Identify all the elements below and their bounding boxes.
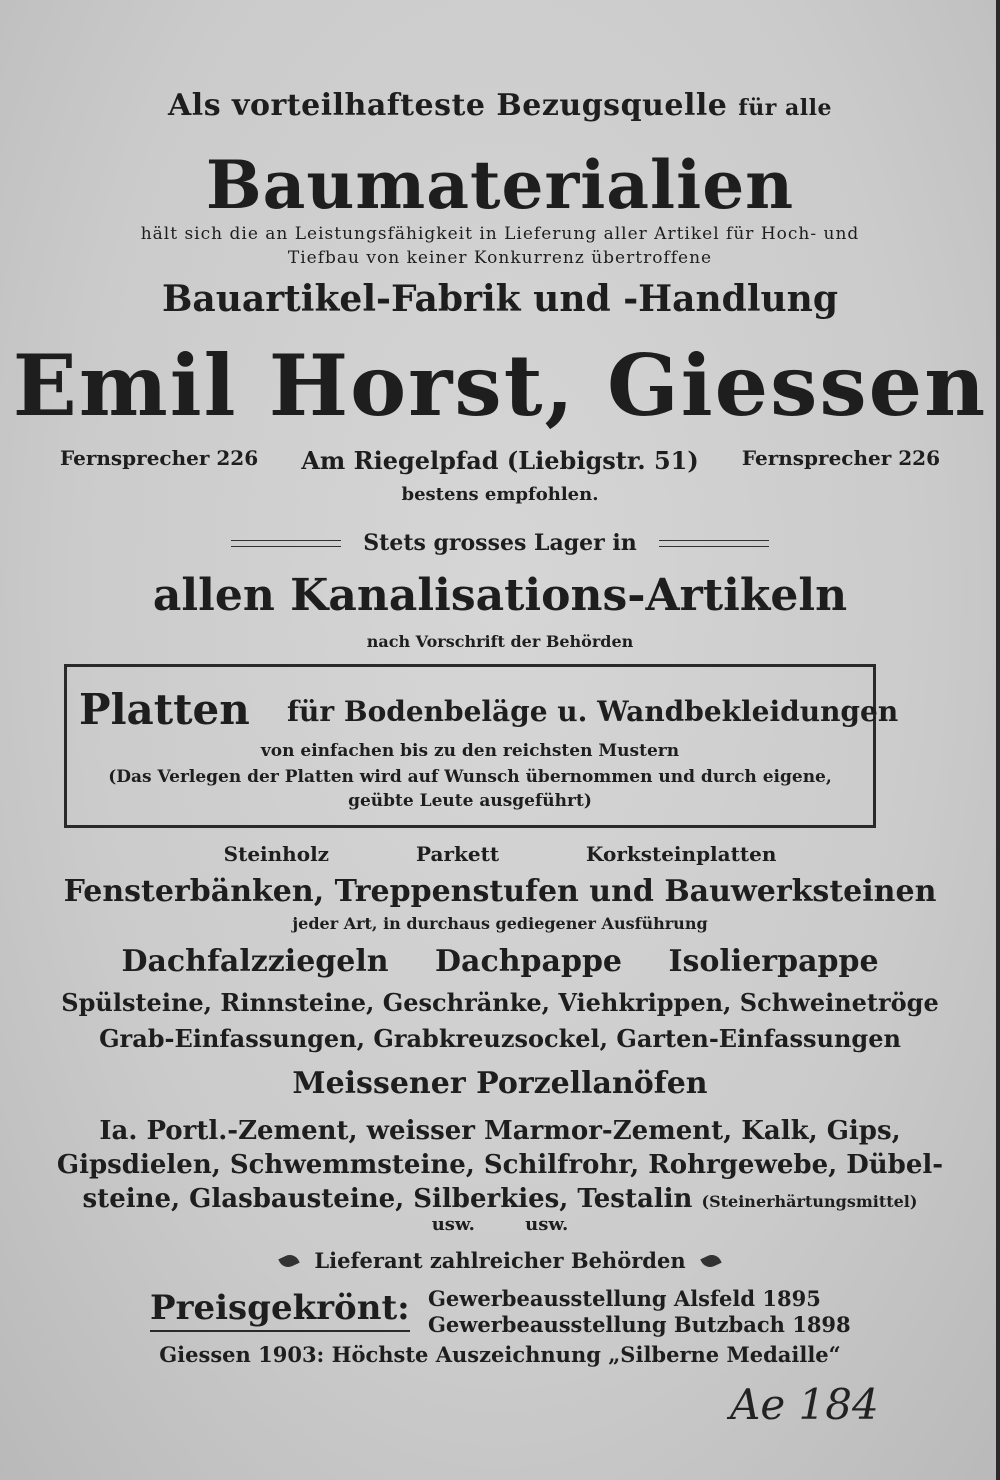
platten-line-4: geübte Leute ausgeführt): [348, 791, 592, 811]
spuel-line: Spülsteine, Rinnsteine, Geschränke, Viehkrippen, Schweinetröge: [61, 988, 939, 1017]
gips-line: Gipsdielen, Schwemmsteine, Schilfrohr, Rohrgewebe, Dübel-: [56, 1150, 944, 1180]
kanal-heading: allen Kanalisations-Artikeln: [152, 570, 848, 621]
street-address: Am Riegelpfad (Liebigstr. 51): [301, 446, 699, 475]
meiss-line: Meissener Porzellanöfen: [292, 1066, 708, 1101]
platten-word: Platten: [79, 685, 250, 734]
preisgekroent-label: Preisgekrönt:: [150, 1288, 410, 1332]
phone-left: Fernsprecher 226: [60, 446, 259, 470]
usw-line: [0, 1214, 1000, 1235]
award-alsfeld: Gewerbeausstellung Alsfeld 1895: [428, 1286, 821, 1311]
item-dachpappe: Dachpappe: [435, 944, 623, 979]
halt-line-1: hält sich die an Leistungsfähigkeit in Lieferung aller Artikel für Hoch- und: [140, 224, 860, 244]
address-line: [60, 446, 940, 475]
grab-line: Grab-Einfassungen, Grabkreuzsockel, Garten-Einfassungen: [99, 1024, 901, 1053]
item-dachfalzziegeln: Dachfalzziegeln: [121, 944, 389, 979]
intro-b: vorteilhafteste Bezugsquelle: [232, 88, 728, 123]
usw-1: usw.: [431, 1214, 475, 1235]
recommend-line: bestens empfohlen.: [401, 484, 599, 505]
lieferant-text: Lieferant zahlreicher Behörden: [314, 1248, 686, 1273]
platten-rest: für Bodenbeläge u. Wandbekleidungen: [287, 695, 899, 728]
steine-line: [0, 1184, 1000, 1214]
award-butzbach: Gewerbeausstellung Butzbach 1898: [428, 1312, 851, 1337]
item-korksteinplatten: Korksteinplatten: [586, 842, 777, 866]
item-parkett: Parkett: [416, 842, 500, 866]
phone-right: Fernsprecher 226: [741, 446, 940, 470]
dach-line: [0, 944, 1000, 979]
company-name: Emil Horst, Giessen: [12, 336, 988, 435]
item-steinholz: Steinholz: [223, 842, 330, 866]
zement-line: Ia. Portl.-Zement, weisser Marmor-Zement, Kalk, Gips,: [99, 1116, 901, 1146]
jeder-line: jeder Art, in durchaus gediegener Ausführung: [292, 914, 708, 933]
platten-line-3: (Das Verlegen der Platten wird auf Wunsch übernommen und durch eigene,: [108, 767, 832, 787]
steine-text: steine, Glasbausteine, Silberkies, Testalin: [82, 1184, 693, 1214]
platten-line-2: von einfachen bis zu den reichsten Mustern: [260, 741, 680, 761]
fenster-line: Fensterbänken, Treppenstufen und Bauwerksteinen: [63, 874, 937, 909]
steine-note: (Steinerhärtungsmittel): [701, 1192, 918, 1211]
items-line: [0, 842, 1000, 866]
intro-a: Als: [168, 88, 222, 123]
platten-box: [64, 664, 899, 828]
lager-line: [0, 530, 1000, 556]
halt-line-2: Tiefbau von keiner Konkurrenz übertroffene: [287, 248, 713, 268]
leaf-icon: [279, 1251, 300, 1269]
double-rule-left: [231, 540, 341, 547]
intro-line: [0, 88, 1000, 123]
usw-2: usw.: [525, 1214, 569, 1235]
item-isolierpappe: Isolierpappe: [668, 944, 879, 979]
fabrik-line: Bauartikel-Fabrik und -Handlung: [161, 278, 839, 320]
giessen-award-line: Giessen 1903: Höchste Auszeichnung „Silberne Medaille“: [159, 1342, 841, 1367]
double-rule-right: [659, 540, 769, 547]
main-title: Baumaterialien: [205, 146, 795, 224]
intro-c: für alle: [738, 95, 832, 121]
lager-text: Stets grosses Lager in: [363, 530, 637, 556]
handwritten-shelfmark: Ae 184: [730, 1380, 879, 1429]
leaf-icon: [700, 1251, 721, 1269]
lieferant-line: [0, 1248, 1000, 1273]
vorschrift-line: nach Vorschrift der Behörden: [366, 632, 634, 651]
